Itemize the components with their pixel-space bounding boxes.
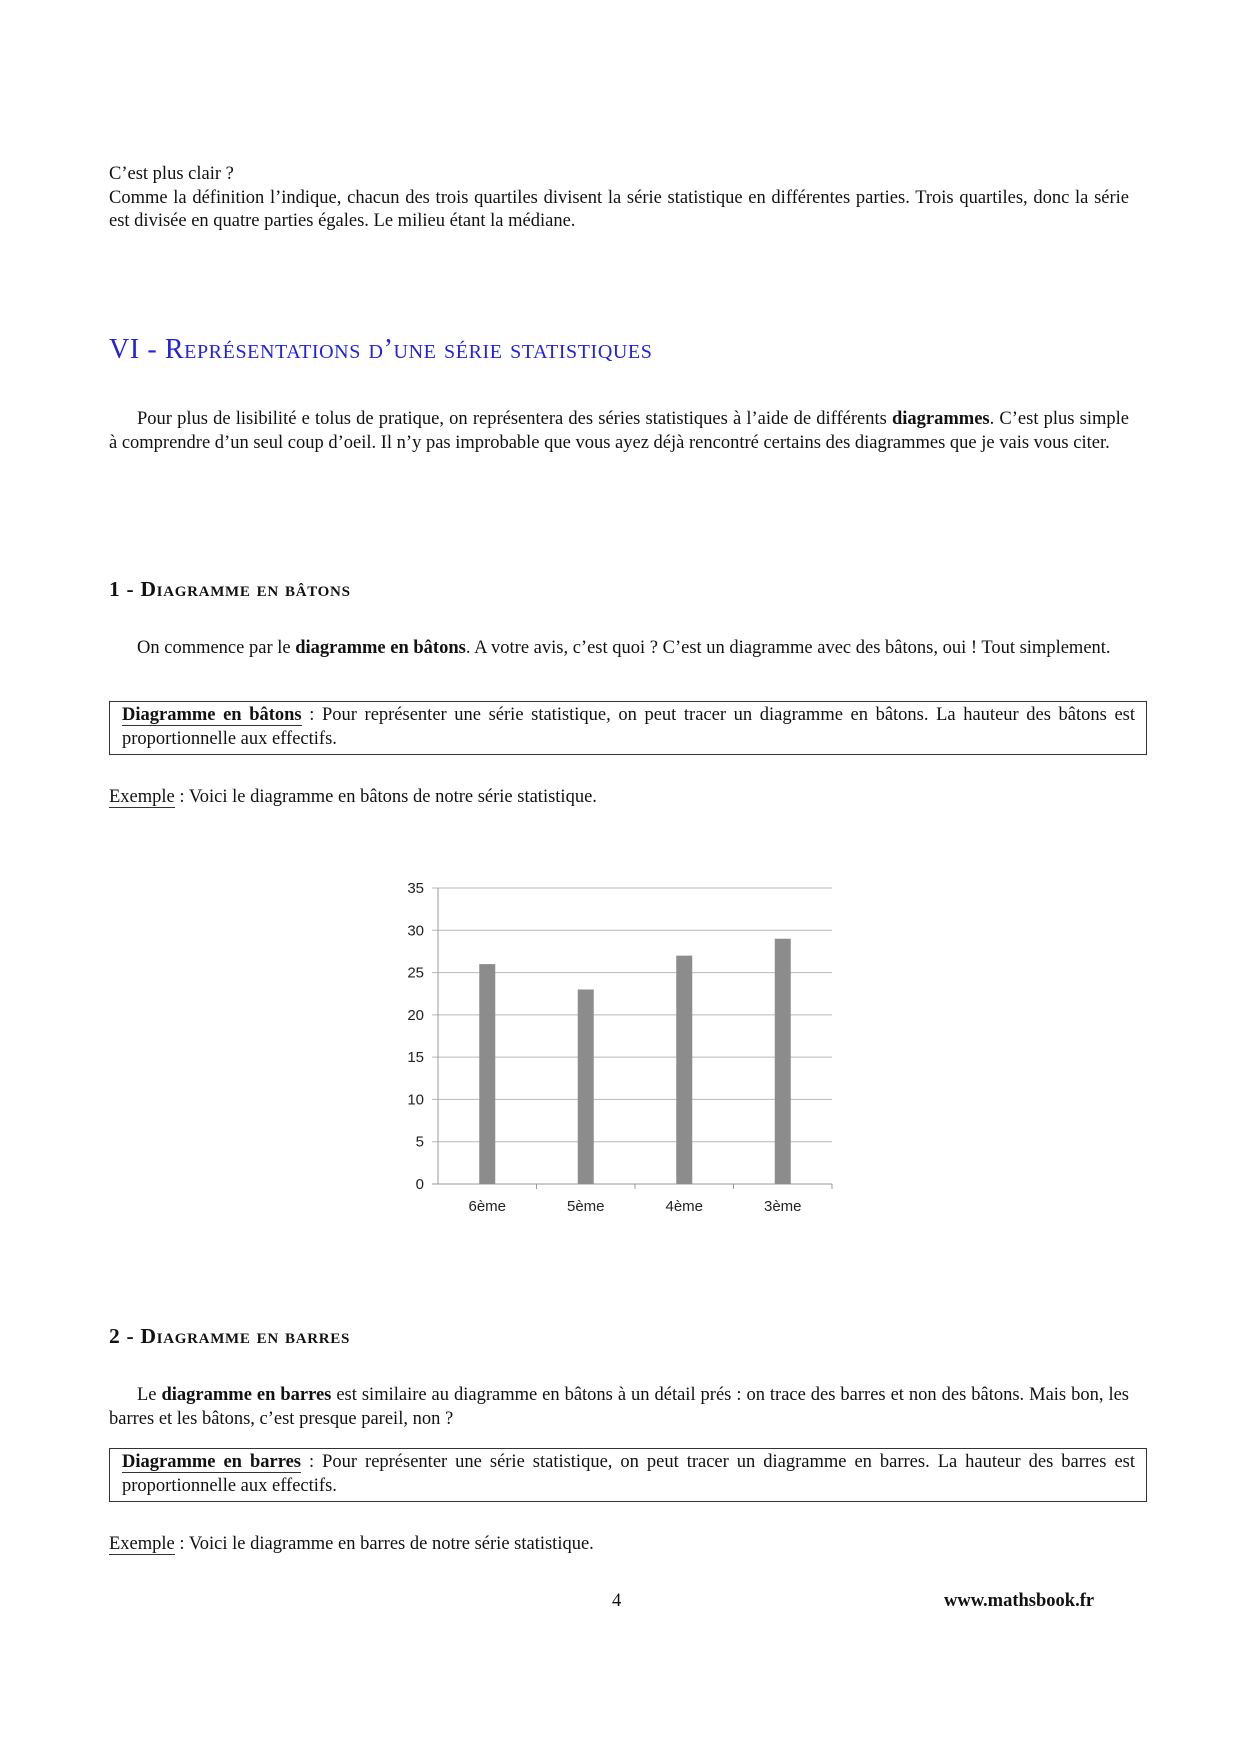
example-1 <box>109 786 1129 810</box>
y-tick-label: 15 <box>407 1049 424 1067</box>
chart-bars <box>479 939 791 1184</box>
bar-chart <box>388 874 838 1234</box>
x-tick-label: 3ème <box>763 1198 802 1215</box>
example-label: Exemple <box>109 787 175 807</box>
subsection-1-paragraph <box>109 637 1129 661</box>
sub2-para-end: est similaire au diagramme en bâtons à un détail prés : on trace des barres et non des bâtons. Mais bon, les barres et les bâtons, c’est presque pareil, non ? <box>109 1385 1129 1429</box>
section-para-end: . C’est plus simple à comprendre d’un seul coup d’oeil. Il n’y pas improbable que vous ayez déjà rencontré certains des diagrammes que je vais vous citer. <box>109 409 1129 453</box>
bar-6ème <box>479 964 495 1184</box>
subsection-2-title: 2 - Diagramme en barres <box>109 1324 351 1348</box>
x-tick-label: 6ème <box>468 1198 507 1215</box>
example-text: : Voici le diagramme en barres de notre série statistique. <box>174 1534 594 1554</box>
page-number: 4 <box>612 1591 622 1611</box>
y-tick-label: 25 <box>407 964 424 982</box>
definition-text: : Pour représenter une série statistique, on peut tracer un diagramme en barres. La hauteur des barres est proportionnelle aux effectifs. <box>122 1452 1135 1496</box>
site-url: www.mathsbook.fr <box>944 1591 1095 1611</box>
bar-4ème <box>676 956 692 1184</box>
bar-5ème <box>578 989 594 1184</box>
sub1-para-bold: diagramme en bâtons <box>295 638 466 658</box>
subsection-1-title: 1 - Diagramme en bâtons <box>109 577 351 601</box>
y-tick-label: 5 <box>415 1133 424 1151</box>
section-paragraph <box>109 408 1129 455</box>
x-tick-label: 5ème <box>566 1198 605 1215</box>
section-para-bold: diagrammes <box>891 409 990 429</box>
intro-text <box>109 163 1129 234</box>
y-tick-label: 0 <box>415 1176 424 1193</box>
sub2-para-bold: diagramme en barres <box>161 1385 332 1405</box>
definition-term: Diagramme en barres <box>122 1452 301 1472</box>
example-2 <box>109 1533 1129 1557</box>
section-title: VI - Représentations d’une série statistiques <box>109 334 653 365</box>
x-tick-label: 4ème <box>665 1198 704 1215</box>
chart-x-tick-labels <box>468 1198 801 1215</box>
definition-box-batons <box>109 701 1147 755</box>
sub2-para-start: Le <box>137 1385 162 1405</box>
definition-text: : Pour représenter une série statistique, on peut tracer un diagramme en bâtons. La hauteur des bâtons est proportionnelle aux effectifs. <box>122 705 1136 749</box>
y-tick-label: 30 <box>407 922 424 940</box>
y-tick-label: 10 <box>407 1091 424 1109</box>
definition-box-barres <box>109 1448 1147 1502</box>
y-tick-label: 35 <box>407 880 424 897</box>
intro-line-2: Comme la définition l’indique, chacun des trois quartiles divisent la série statistique en différentes parties. Trois quartiles, donc la série est divisée en quatre parties égales. Le milieu étant la médiane. <box>109 187 1129 231</box>
chart-y-tick-labels <box>407 880 424 1193</box>
intro-line-1: C’est plus clair ? <box>109 164 234 184</box>
bar-3ème <box>775 939 791 1184</box>
y-tick-label: 20 <box>407 1006 424 1024</box>
example-text: : Voici le diagramme en bâtons de notre série statistique. <box>174 787 597 807</box>
example-label: Exemple <box>109 1534 175 1554</box>
definition-term: Diagramme en bâtons <box>122 705 302 725</box>
sub1-para-end: . A votre avis, c’est quoi ? C’est un diagramme avec des bâtons, oui ! Tout simplement. <box>465 638 1111 658</box>
subsection-2-paragraph <box>109 1384 1129 1431</box>
section-para-start: Pour plus de lisibilité e tolus de pratique, on représentera des séries statistiques à l’aide de différents <box>137 409 892 429</box>
sub1-para-start: On commence par le <box>137 638 296 658</box>
